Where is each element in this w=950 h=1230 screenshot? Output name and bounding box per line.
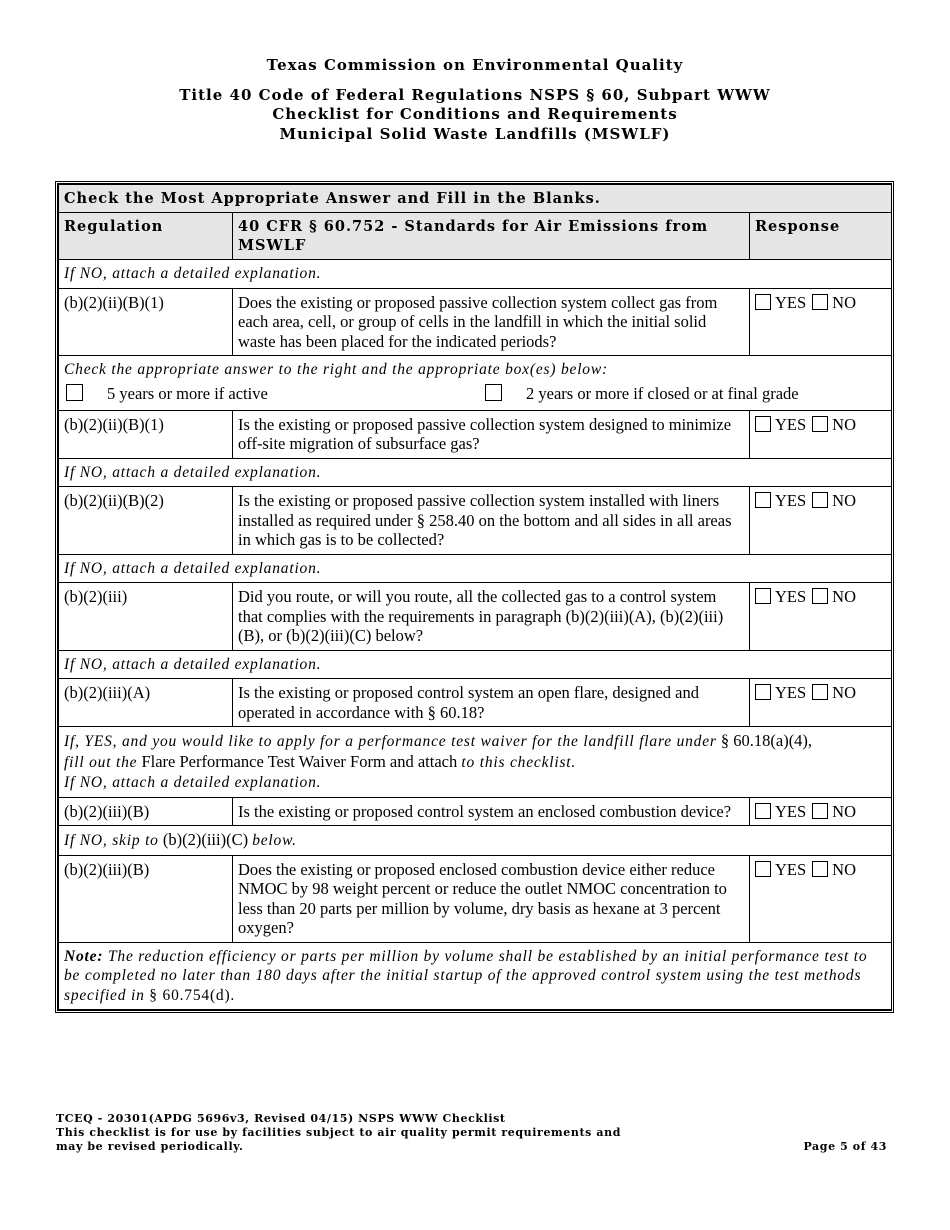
- agency-name: Texas Commission on Environmental Quality: [266, 56, 684, 74]
- footer-line-3: may be revised periodically.: [56, 1140, 244, 1153]
- title-line-3: Municipal Solid Waste Landfills (MSWLF): [279, 125, 671, 143]
- checklist-table: [55, 181, 894, 1013]
- yes-checkbox[interactable]: [755, 294, 771, 310]
- option-row: [59, 356, 892, 411]
- yes-checkbox[interactable]: [755, 416, 771, 432]
- note-row: [59, 458, 892, 487]
- note-text: The reduction efficiency or parts per million by volume shall be established by an initial performance test to be completed no later than 180 days after the initial startup of the approved control system using the test methods specified in: [64, 947, 868, 1004]
- no-checkbox[interactable]: [812, 294, 828, 310]
- if-no-note: If NO, attach a detailed explanation.: [59, 554, 892, 583]
- yes-checkbox[interactable]: [755, 684, 771, 700]
- yes-label: YES: [775, 859, 807, 879]
- if-no-note: If NO, attach a detailed explanation.: [59, 458, 892, 487]
- final-note-row: [59, 942, 892, 1010]
- question-cell: Does the existing or proposed enclosed combustion device either reduce NMOC by 98 weight percent or reduce the outlet NMOC concentration to less than 20 parts per million by volume, dry basis as hexane at 3 percent oxygen?: [233, 855, 750, 942]
- yes-label: YES: [775, 292, 807, 312]
- footer-form-id: [56, 1112, 621, 1154]
- regulation-cell: (b)(2)(ii)(B)(1): [59, 410, 233, 458]
- option-cell: [59, 356, 892, 411]
- no-checkbox[interactable]: [812, 492, 828, 508]
- no-label: NO: [832, 414, 857, 434]
- no-label: NO: [832, 683, 857, 702]
- instruction-text: Check the Most Appropriate Answer and Fill in the Blanks.: [59, 185, 892, 213]
- flare-note: [59, 727, 892, 798]
- response-cell: [750, 583, 892, 651]
- skip-note-row: [59, 826, 892, 856]
- flare-note-row: [59, 727, 892, 798]
- yes-label: YES: [775, 587, 807, 606]
- no-label: NO: [832, 587, 857, 606]
- question-cell: Is the existing or proposed passive collection system installed with liners installed as required under § 258.40 on the bottom and all sides in all areas in which gas is to be collected?: [233, 487, 750, 555]
- yes-checkbox[interactable]: [755, 803, 771, 819]
- response-cell: [750, 487, 892, 555]
- regulation-cell: (b)(2)(iii)(A): [59, 679, 233, 727]
- column-header-row: [59, 213, 892, 260]
- footer-line-2: This checklist is for use by facilities subject to air quality permit requirements and: [56, 1126, 622, 1139]
- response-cell: [750, 855, 892, 942]
- note-label: Note:: [64, 947, 104, 965]
- note-row: [59, 650, 892, 679]
- no-label: NO: [832, 491, 857, 510]
- option-closed-checkbox[interactable]: [485, 384, 502, 401]
- option-closed-label: 2 years or more if closed or at final grade: [526, 383, 799, 403]
- final-note: [59, 942, 892, 1010]
- regulation-cell: (b)(2)(iii)(B): [59, 855, 233, 942]
- no-label: NO: [832, 859, 857, 879]
- flare-note-ref: § 60.18(a)(4),: [716, 731, 813, 750]
- response-cell: [750, 288, 892, 356]
- response-cell: [750, 679, 892, 727]
- no-checkbox[interactable]: [812, 588, 828, 604]
- yes-label: YES: [775, 801, 807, 821]
- flare-note-part1: If, YES, and you would like to apply for a performance test waiver for the landfill flare under: [64, 733, 717, 750]
- response-cell: [750, 797, 892, 826]
- regulation-cell: (b)(2)(ii)(B)(1): [59, 288, 233, 356]
- col-response-header: Response: [750, 213, 892, 260]
- title-line-2: Checklist for Conditions and Requirements: [272, 105, 678, 123]
- col-regulation-header: Regulation: [59, 213, 233, 260]
- response-cell: [750, 410, 892, 458]
- question-cell: Is the existing or proposed passive collection system designed to minimize off-site migration of subsurface gas?: [233, 410, 750, 458]
- regulation-cell: (b)(2)(iii): [59, 583, 233, 651]
- skip-note-part2: below.: [252, 832, 297, 849]
- no-checkbox[interactable]: [812, 861, 828, 877]
- flare-note-if-no: If NO, attach a detailed explanation.: [64, 774, 322, 791]
- option-active-label: 5 years or more if active: [107, 383, 268, 403]
- footer-line-1: TCEQ - 20301(APDG 5696v3, Revised 04/15) NSPS WWW Checklist: [56, 1112, 506, 1125]
- check-instruction: Check the appropriate answer to the right and the appropriate box(es) below:: [64, 361, 608, 378]
- question-row: [59, 855, 892, 942]
- skip-note-part1: If NO, skip to: [64, 832, 159, 849]
- flare-note-part3: to this checklist.: [461, 753, 577, 771]
- yes-label: YES: [775, 491, 807, 510]
- col-standard-header: 40 CFR § 60.752 - Standards for Air Emissions from MSWLF: [233, 213, 750, 260]
- question-row: [59, 487, 892, 555]
- no-checkbox[interactable]: [812, 416, 828, 432]
- yes-checkbox[interactable]: [755, 588, 771, 604]
- no-checkbox[interactable]: [812, 684, 828, 700]
- question-cell: Is the existing or proposed control system an open flare, designed and operated in accordance with § 60.18?: [233, 679, 750, 727]
- regulation-cell: (b)(2)(ii)(B)(2): [59, 487, 233, 555]
- title-line-1: Title 40 Code of Federal Regulations NSPS § 60, Subpart WWW: [179, 86, 771, 104]
- question-row: [59, 583, 892, 651]
- note-ref: § 60.754(d).: [144, 986, 236, 1004]
- no-label: NO: [832, 292, 857, 312]
- if-no-note: If NO, attach a detailed explanation.: [59, 650, 892, 679]
- question-row: [59, 679, 892, 727]
- instruction-row: [59, 185, 892, 213]
- option-active-checkbox[interactable]: [66, 384, 83, 401]
- yes-label: YES: [775, 414, 807, 434]
- skip-note: [59, 826, 892, 856]
- no-checkbox[interactable]: [812, 803, 828, 819]
- page-number: Page 5 of 43: [803, 1140, 887, 1153]
- flare-waiver-form-name: Flare Performance Test Waiver Form and attach: [137, 751, 462, 771]
- question-row: [59, 410, 892, 458]
- question-row: [59, 288, 892, 356]
- yes-checkbox[interactable]: [755, 861, 771, 877]
- question-cell: Did you route, or will you route, all the collected gas to a control system that complies with the requirements in paragraph (b)(2)(iii)(A), (b)(2)(iii)(B), or (b)(2)(iii)(C) below?: [233, 583, 750, 651]
- no-label: NO: [832, 801, 857, 821]
- question-row: [59, 797, 892, 826]
- flare-note-part2: fill out the: [64, 753, 138, 771]
- regulation-cell: (b)(2)(iii)(B): [59, 797, 233, 826]
- note-row: [59, 554, 892, 583]
- skip-note-ref: (b)(2)(iii)(C): [158, 830, 253, 849]
- yes-label: YES: [775, 683, 807, 702]
- question-cell: Does the existing or proposed passive collection system collect gas from each area, cell, or group of cells in the landfill in which the initial solid waste has been placed for the indicated periods?: [233, 288, 750, 356]
- if-no-note: If NO, attach a detailed explanation.: [59, 260, 892, 289]
- note-row: [59, 260, 892, 289]
- yes-checkbox[interactable]: [755, 492, 771, 508]
- question-cell: Is the existing or proposed control system an enclosed combustion device?: [233, 797, 750, 826]
